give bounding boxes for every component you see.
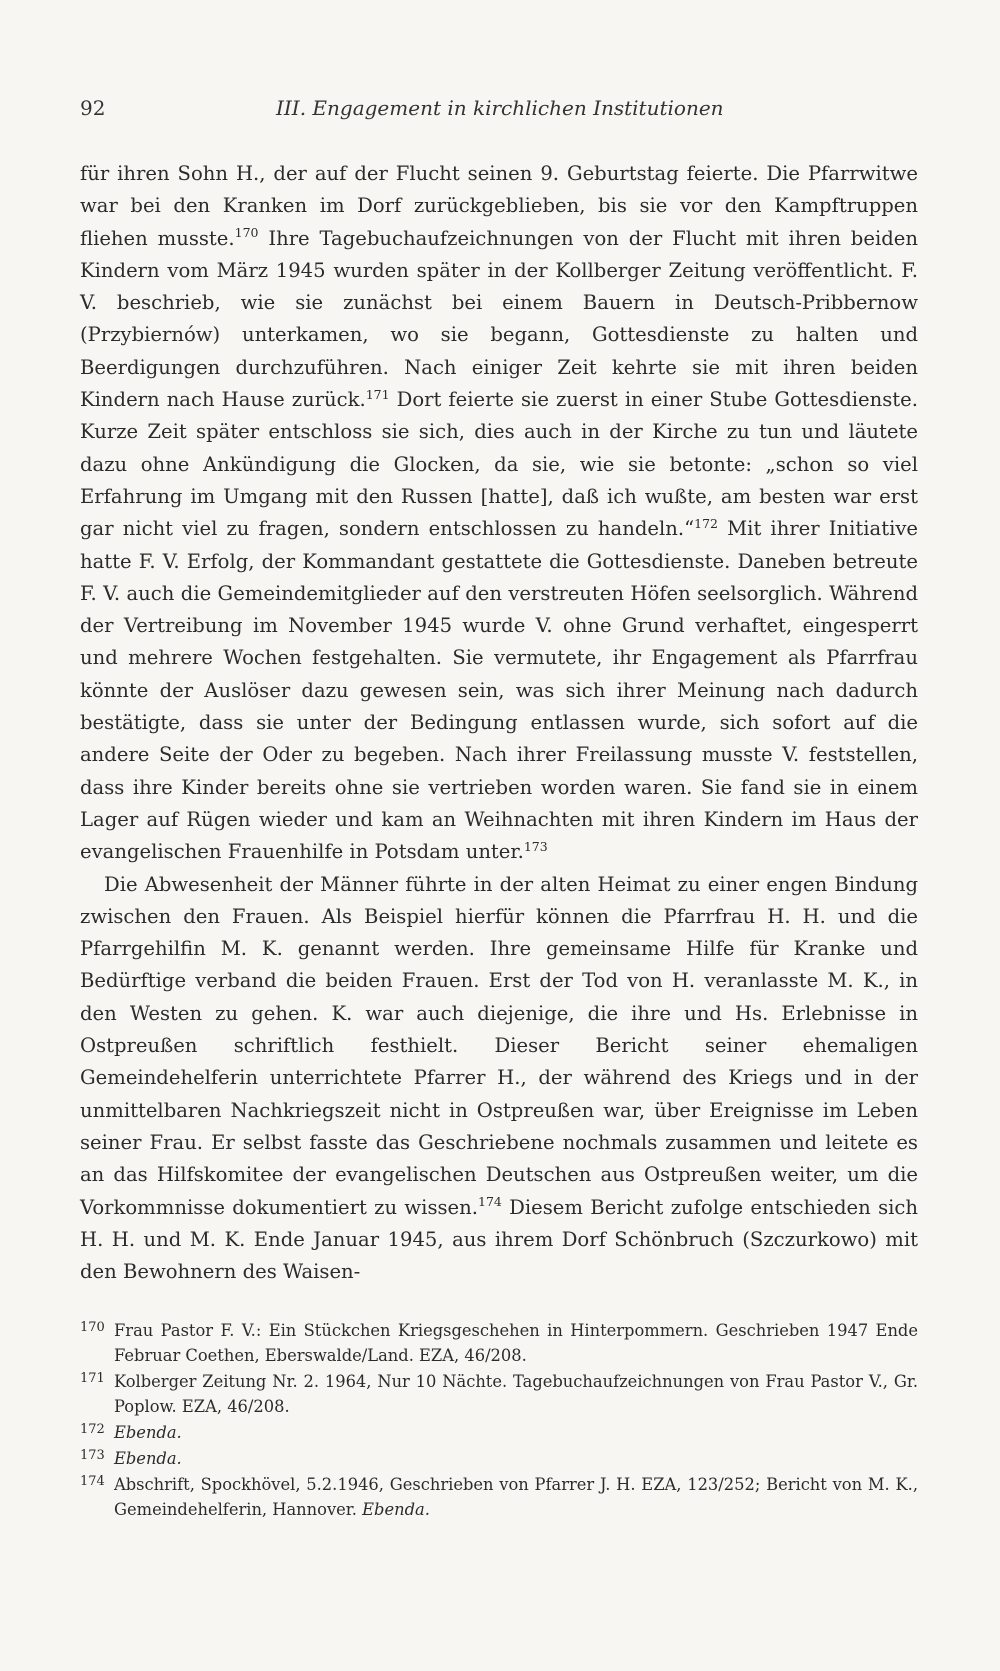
footnote-number: 173	[80, 1448, 105, 1463]
footnote-text: Kolberger Zeitung Nr. 2. 1964, Nur 10 Nächte. Tagebuchaufzeichnungen von Frau Pastor V., Gr. Poplow. EZA, 46/208.	[114, 1372, 918, 1416]
paragraph-1-sentence: Ihre Tagebuchaufzeichnungen von der Flucht mit ihren beiden Kindern vom März 1945 wurden später in der Kollberger Zeitung veröffentlicht. F. V. beschrieb, wie sie zunächst bei einem Bauern in Deutsch-Pribbernow (Przybiernów) unterkamen, wo sie begann, Gottesdienste zu halten und Beerdigungen durchzuführen. Nach einiger Zeit kehrte sie mit ihren beiden Kindern nach Hause zurück.	[80, 226, 918, 412]
footnote-ref-172: 172	[694, 515, 718, 531]
paragraph-1-sentence: für ihren Sohn H., der auf der Flucht seinen 9. Geburtstag feierte. Die Pfarrwitwe war bei den Kranken im Dorf zurückgeblieben, bis sie vor den Kampftruppen fliehen musste.	[80, 162, 918, 250]
footnote-171	[80, 1369, 918, 1419]
footnote-number: 170	[80, 1320, 105, 1335]
footnote-number: 174	[80, 1474, 105, 1489]
paragraph-2-sentence: Diesem Bericht zufolge entschieden sich H. H. und M. K. Ende Januar 1945, aus ihrem Dorf Schönbruch (Szczurkowo) mit den Bewohnern des Waisen-	[80, 1195, 918, 1284]
footnote-number: 171	[80, 1371, 105, 1386]
footnotes	[80, 1318, 918, 1523]
body-text	[80, 158, 918, 1288]
footnote-ref-173: 173	[523, 838, 548, 854]
footnote-172	[80, 1420, 918, 1445]
footnote-text: Ebenda.	[114, 1423, 182, 1442]
paragraph-2-sentence: Die Abwesenheit der Männer führte in der alten Heimat zu einer engen Bindung zwischen den Frauen. Als Beispiel hierfür können die Pfarrfrau H. H. und die Pfarrgehilfin M. K. genannt werden. Ihre gemeinsame Hilfe für Kranke und Bedürftige verband die beiden Frauen. Erst der Tod von H. veranlasste M. K., in den Westen zu gehen. K. war auch diejenige, die ihre und Hs. Erlebnisse in Ostpreußen schriftlich festhielt. Dieser Bericht seiner ehemaligen Gemeindehelferin unterrichtete Pfarrer H., der während des Kriegs und in der unmittelbaren Nachkriegszeit nicht in Ostpreußen war, über Ereignisse im Leben seiner Frau. Er selbst fasste das Geschriebene nochmals zusammen und leitete es an das Hilfskomitee der evangelischen Deutschen aus Ostpreußen weiter, um die Vorkommnisse dokumentiert zu wissen.	[80, 872, 918, 1219]
paragraph-2	[80, 869, 918, 1289]
running-title: III. Engagement in kirchlichen Institutionen	[276, 96, 724, 120]
footnote-text: Frau Pastor F. V.: Ein Stückchen Kriegsgeschehen in Hinterpommern. Geschrieben 1947 Ende Februar Coethen, Eberswalde/Land. EZA, 46/208.	[114, 1321, 918, 1365]
footnote-170	[80, 1318, 918, 1368]
footnote-ref-174: 174	[478, 1194, 502, 1209]
page-number: 92	[80, 96, 106, 120]
footnote-text: Abschrift, Spockhövel, 5.2.1946, Geschrieben von Pfarrer J. H. EZA, 123/252; Bericht von M. K., Gemeindehelferin, Hannover.	[114, 1475, 918, 1519]
paragraph-1	[80, 158, 918, 869]
footnote-ref-171: 171	[365, 386, 390, 402]
footnote-174	[80, 1472, 918, 1522]
footnote-text: Ebenda.	[114, 1449, 182, 1468]
footnote-text-italic: Ebenda.	[362, 1500, 430, 1519]
footnote-number: 172	[80, 1422, 105, 1437]
footnote-173	[80, 1446, 918, 1471]
paragraph-1-sentence: Mit ihrer Initiative hatte F. V. Erfolg, der Kommandant gestattete die Gottesdienste. Daneben betreute F. V. auch die Gemeindemitglieder auf den verstreuten Höfen seelsorglich. Während der Vertreibung im November 1945 wurde V. ohne Grund verhaftet, eingesperrt und mehrere Wochen festgehalten. Sie vermutete, ihr Engagement als Pfarrfrau könnte der Auslöser dazu gewesen sein, was sich ihrer Meinung nach dadurch bestätigte, dass sie unter der Bedingung entlassen wurde, sich sofort auf die andere Seite der Oder zu begeben. Nach ihrer Freilassung musste V. feststellen, dass ihre Kinder bereits ohne sie vertrieben worden waren. Sie fand sie in einem Lager auf Rügen wieder und kam an Weihnachten mit ihren Kindern im Haus der evangelischen Frauenhilfe in Potsdam unter.	[80, 517, 919, 864]
paragraph-1-sentence: Dort feierte sie zuerst in einer Stube Gottesdienste. Kurze Zeit später entschloss sie sich, dies auch in der Kirche zu tun und läutete dazu ohne Ankündigung die Glocken, da sie, wie sie betonte: „schon so viel Erfahrung im Umgang mit den Russen [hatte], daß ich wußte, am besten war erst gar nicht viel zu fragen, sondern entschlossen zu handeln.“	[80, 388, 918, 541]
footnote-ref-170: 170	[234, 225, 259, 241]
